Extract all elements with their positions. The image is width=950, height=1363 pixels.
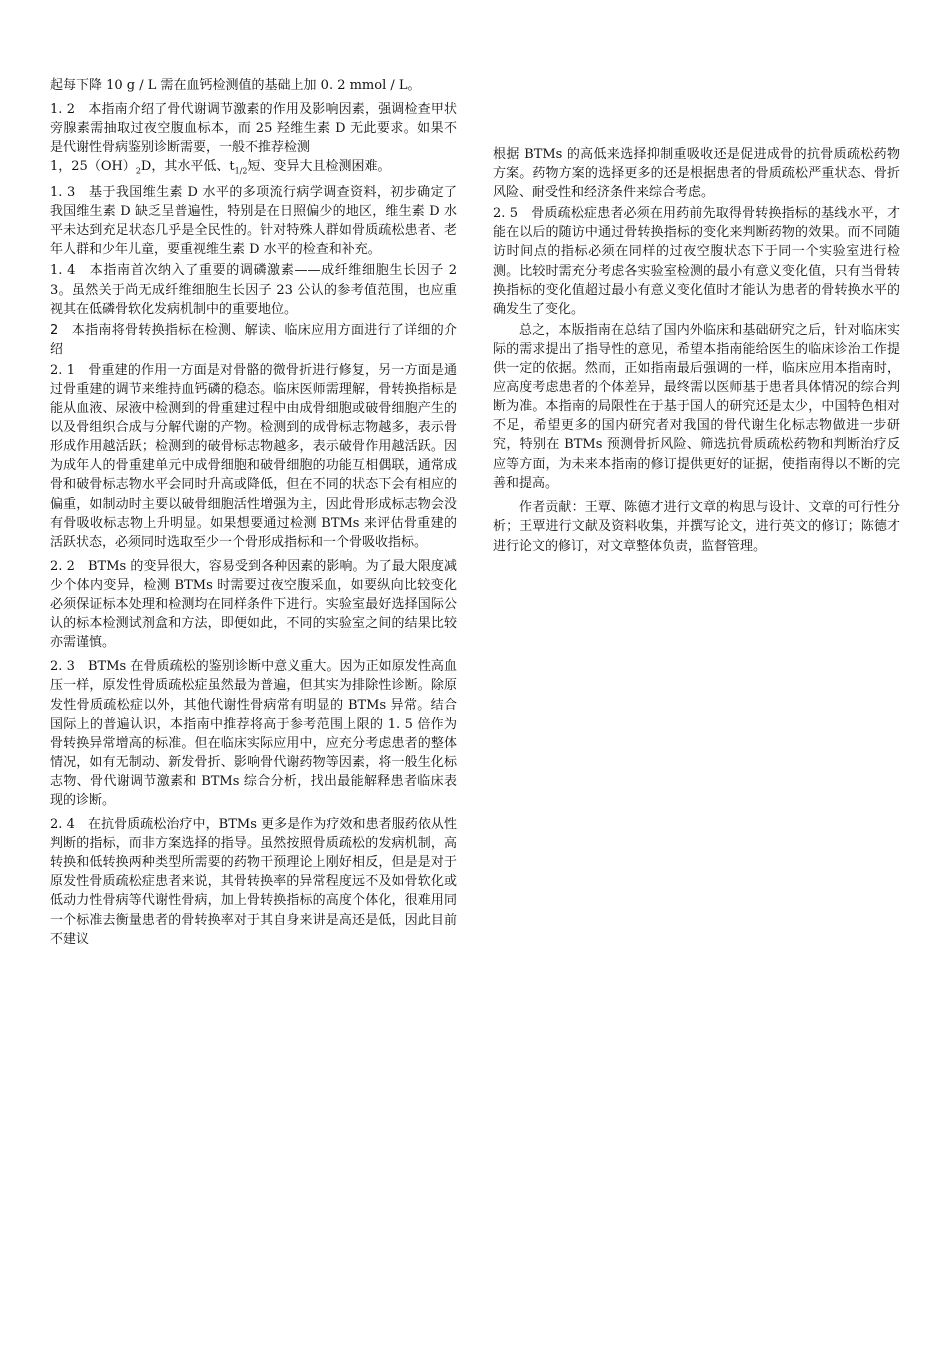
paragraph-2-3: 2. 3 BTMs 在骨质疏松的鉴别诊断中意义重大。因为正如原发性高血压一样，原发性骨质疏松症虽然最为普遍，但其实为排除性诊断。除原发性骨质疏松症以外，其他代谢性骨病常有明显的 BTMs 异常。结合国际上的普遍认识，本指南中推荐将高于参考范围上限的 1. 5 倍作为骨转换异常增高的标准。但在临床实际应用中，应充分考虑患者的整体情况，如有无制动、新发骨折、影响骨代谢药物等因素，将一般生化标志物、骨代谢调节激素和 BTMs 综合分析，找出最能解释患者临床表现的诊断。 [50, 659, 457, 808]
paragraph-continued-right: 根据 BTMs 的高低来选择抑制重吸收还是促进成骨的抗骨质疏松药物方案。药物方案的选择更多的还是根据患者的骨质疏松严重状态、骨折风险、耐受性和经济条件来综合考虑。 [493, 147, 900, 201]
formula-subscript-2: 2 [135, 166, 141, 176]
formula-prefix: 1，25（OH） [50, 159, 136, 175]
left-column [50, 76, 457, 949]
formula-mid: D，其水平低、t [140, 159, 235, 175]
paragraph-conclusion: 总之，本版指南在总结了国内外临床和基础研究之后，针对临床实际的需求提出了指导性的意见，希望本指南能给医生的临床诊治工作提供一定的依据。然而，正如指南最后强调的一样，临床应用本指南时，应高度考虑患者的个体差异，最终需以医师基于患者具体情况的综合判断为准。本指南的局限性在于基于国人的研究还是太少，中国特色相对不足，希望更多的国内研究者对我国的骨代谢生化标志物做进一步研究，特别在 BTMs 预测骨折风险、筛选抗骨质疏松药物和判断治疗反应等方面，为未来本指南的修订提供更好的证据，使指南得以不断的完善和提高。 [493, 322, 900, 491]
author-contribution: 作者贡献：王覃、陈德才进行文章的构思与设计、文章的可行性分析；王覃进行文献及资料收集，并撰写论文，进行英文的修订；陈德才进行论文的修订，对文章整体负责，监督管理。 [493, 499, 900, 554]
formula-subscript-half: 1/2 [234, 166, 248, 176]
paragraph-continued: 起每下降 10 g / L 需在血钙检测值的基础上加 0. 2 mmol / L。 [50, 78, 421, 93]
section-heading-2: 2 本指南将骨转换指标在检测、解读、临床应用方面进行了详细的介绍 [50, 322, 457, 357]
paragraph-1-3: 1. 3 基于我国维生素 D 水平的多项流行病学调查资料，初步确定了我国维生素 D 缺乏呈普遍性，特别是在日照偏少的地区，维生素 D 水平未达到充足状态几乎是全民性的。针对特殊人群如骨质疏松患者、老年人群和少年儿童，要重视维生素 D 水平的检查和补充。 [50, 185, 457, 258]
paragraph-2-2: 2. 2 BTMs 的变异很大，容易受到各种因素的影响。为了最大限度减少个体内变异，检测 BTMs 时需要过夜空腹采血，如要纵向比较变化必须保证标本处理和检测均在同样条件下进行。实验室最好选择国际公认的标本检测试剂盒和方法，即便如此，不同的实验室之间的结果比较亦需谨慎。 [50, 558, 457, 651]
paragraph-1-2-formula [50, 157, 457, 181]
paragraph-1-4: 1. 4 本指南首次纳入了重要的调磷激素——成纤维细胞生长因子 23。虽然关于尚无成纤维细胞生长因子 23 公认的参考值范围，也应重视其在低磷骨软化发病机制中的重要地位。 [50, 263, 457, 317]
paragraph-2-1: 2. 1 骨重建的作用一方面是对骨骼的微骨折进行修复，另一方面是通过骨重建的调节来维持血钙磷的稳态。临床医师需理解，骨转换指标是能从血液、尿液中检测到的骨重建过程中由成骨细胞或破骨细胞产生的以及骨组织合成与分解代谢的产物。检测到的成骨标志物越多，表示骨形成作用越活跃；检测到的破骨标志物越多，表示破骨作用越活跃。因为成年人的骨重建单元中成骨细胞和破骨细胞的功能互相偶联，通常成骨和破骨标志物水平会同时升高或降低，但在不同的状态下会有相应的偏重，如制动时主要以破骨细胞活性增强为主，因此骨形成标志物会没有骨吸收标志物上升明显。如果想要通过检测 BTMs 来评估骨重建的活跃状态，必须同时选取至少一个骨形成指标和一个骨吸收指标。 [50, 362, 457, 550]
paragraph-1-2: 1. 2 本指南介绍了骨代谢调节激素的作用及影响因素，强调检查甲状旁腺素需抽取过夜空腹血标本，而 25 羟维生素 D 无此要求。如果不是代谢性骨病鉴别诊断需要，一般不推荐检测 [50, 102, 457, 156]
paragraph-2-5: 2. 5 骨质疏松症患者必须在用药前先取得骨转换指标的基线水平，才能在以后的随访中通过骨转换指标的变化来判断药物的效果。而不同随访时间点的指标必须在同样的过夜空腹状态下于同一个实验室进行检测。比较时需充分考虑各实验室检测的最小有意义变化值，只有当骨转换指标的变化值超过最小有意义变化值时才能认为患者的骨转换水平的确发生了变化。 [493, 206, 900, 317]
paragraph-2-4: 2. 4 在抗骨质疏松治疗中，BTMs 更多是作为疗效和患者服药依从性判断的指标，而非方案选择的指导。虽然按照骨质疏松的发病机制，高转换和低转换两种类型所需要的药物干预理论上刚好相反，但是是对于原发性骨质疏松症患者来说，其骨转换率的异常程度远不及如骨软化或低动力性骨病等代谢性骨病，加上骨转换指标的高度个体化，很难用同一个标准去衡量患者的骨转换率对于其自身来讲是高还是低，因此目前不建议 [50, 817, 457, 947]
formula-suffix: 短、变异大且检测困难。 [247, 159, 391, 175]
right-column [493, 145, 900, 556]
